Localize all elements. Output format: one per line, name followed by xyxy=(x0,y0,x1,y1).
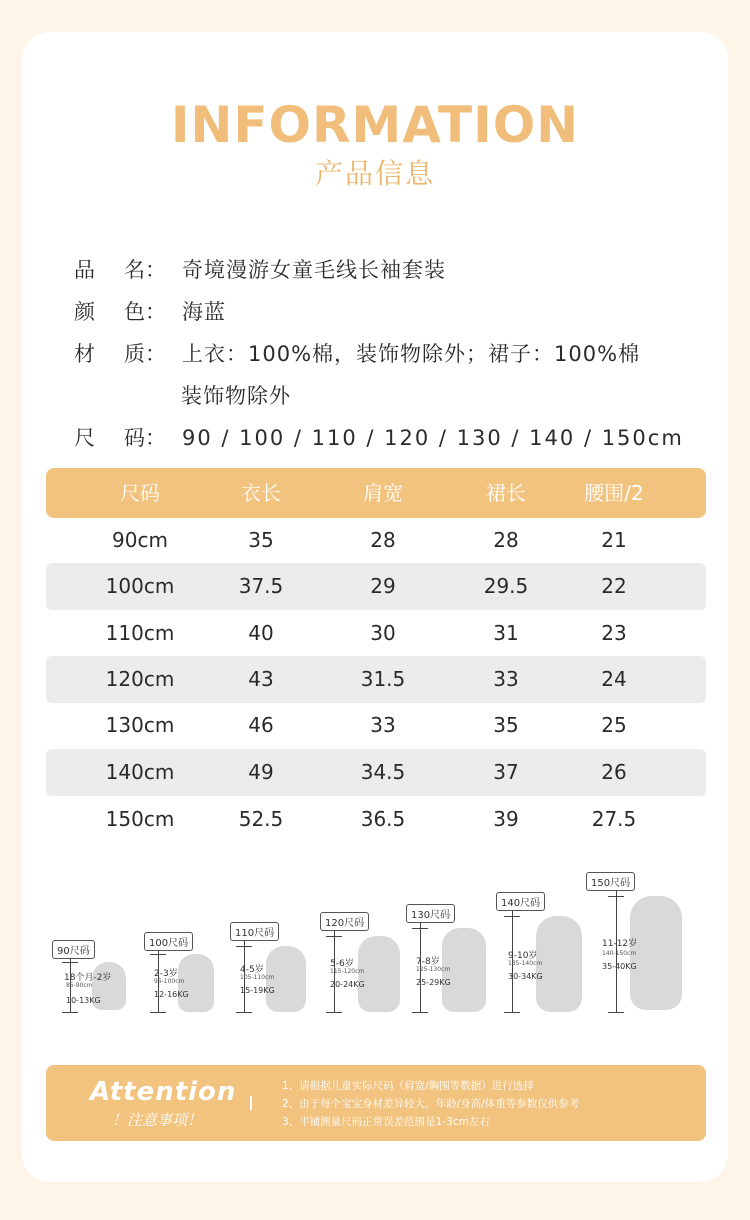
size-tag: 110尺码 xyxy=(230,922,279,941)
size-tag: 140尺码 xyxy=(496,892,545,911)
table-cell: 43 xyxy=(248,667,274,691)
weight-range: 12-16KG xyxy=(154,990,189,999)
table-cell: 150cm xyxy=(105,807,175,831)
size-table-header xyxy=(46,468,706,518)
info-row-material xyxy=(74,338,640,368)
table-cell: 26 xyxy=(601,760,627,784)
table-cell: 140cm xyxy=(105,760,175,784)
table-cell: 28 xyxy=(493,528,519,552)
table-cell: 37 xyxy=(493,760,519,784)
label-char: 尺 xyxy=(74,426,95,450)
age-range: 7-8岁 xyxy=(416,957,440,967)
attention-notes xyxy=(282,1077,579,1131)
table-row xyxy=(46,796,706,843)
table-cell: 34.5 xyxy=(360,760,406,784)
height-range: 95-100cm xyxy=(154,978,185,985)
table-cell: 40 xyxy=(248,621,274,645)
height-line-cap xyxy=(150,954,166,955)
weight-range: 10-13KG xyxy=(66,996,101,1005)
weight-range: 25-29KG xyxy=(416,978,451,987)
age-range: 5-6岁 xyxy=(330,959,354,969)
attention-note: 2、由于每个宝宝身材差异较大，年龄/身高/体重等参数仅供参考 xyxy=(282,1098,580,1110)
age-range: 2-3岁 xyxy=(154,969,178,979)
attention-subtitle: ！注意事项！ xyxy=(112,1111,203,1129)
product-material-value: 上衣：100%棉，装饰物除外；裙子：100%棉 xyxy=(182,342,641,366)
table-cell: 35 xyxy=(493,713,519,737)
table-cell: 21 xyxy=(601,528,627,552)
weight-range: 35-40KG xyxy=(602,962,637,971)
table-cell: 24 xyxy=(601,667,627,691)
height-line-cap xyxy=(236,1012,252,1013)
table-cell: 37.5 xyxy=(238,574,284,598)
table-cell: 28 xyxy=(370,528,396,552)
label-text: 色 xyxy=(124,300,145,324)
height-range: 85-90cm xyxy=(66,982,93,989)
table-cell: 31.5 xyxy=(360,667,406,691)
age-range: 9-10岁 xyxy=(508,951,538,961)
table-row xyxy=(46,517,706,564)
product-color-value: 海蓝 xyxy=(182,300,226,324)
column-header: 衣长 xyxy=(241,481,281,505)
table-cell: 46 xyxy=(248,713,274,737)
size-tag: 150尺码 xyxy=(586,872,635,891)
table-cell: 90cm xyxy=(112,528,168,552)
child-silhouette-icon xyxy=(358,936,400,1012)
table-cell: 49 xyxy=(248,760,274,784)
attention-note: 3、平铺测量尺码正常误差范围是1-3cm左右 xyxy=(282,1116,490,1128)
page-subtitle: 产品信息 xyxy=(314,157,435,190)
size-tag: 90尺码 xyxy=(52,940,95,959)
label-char xyxy=(124,422,166,452)
info-row-size xyxy=(74,422,684,452)
label-text: 码 xyxy=(124,426,145,450)
table-cell: 31 xyxy=(493,621,519,645)
weight-range: 15-19KG xyxy=(240,986,275,995)
table-cell: 30 xyxy=(370,621,396,645)
column-header: 裙长 xyxy=(486,481,526,505)
height-line-cap xyxy=(236,946,252,947)
label-colon: ： xyxy=(145,426,166,450)
size-tag: 130尺码 xyxy=(406,904,455,923)
height-line-cap xyxy=(504,916,520,917)
table-cell: 35 xyxy=(248,528,274,552)
age-range: 18个月-2岁 xyxy=(64,973,112,983)
height-range: 115-120cm xyxy=(330,968,365,975)
table-cell: 29.5 xyxy=(483,574,529,598)
height-line-cap xyxy=(608,896,624,897)
height-line-cap xyxy=(62,962,78,963)
label-char: 材 xyxy=(74,342,95,366)
product-name-value: 奇境漫游女童毛线长袖套装 xyxy=(182,258,446,282)
height-range: 140-150cm xyxy=(602,950,637,957)
label-colon: ： xyxy=(145,258,166,282)
table-row xyxy=(46,749,706,796)
table-cell: 23 xyxy=(601,621,627,645)
table-row xyxy=(46,610,706,657)
info-label xyxy=(74,254,182,284)
height-line-cap xyxy=(608,1012,624,1013)
height-line-cap xyxy=(62,1012,78,1013)
attention-title: Attention xyxy=(90,1077,237,1107)
table-cell: 130cm xyxy=(105,713,175,737)
height-line-cap xyxy=(326,936,342,937)
info-label xyxy=(74,296,182,326)
column-header: 腰围/2 xyxy=(584,481,644,505)
attention-note: 1、请根据儿童实际尺码（肩宽/胸围等数据）进行选择 xyxy=(282,1080,534,1092)
divider xyxy=(250,1096,252,1110)
table-cell: 29 xyxy=(370,574,396,598)
info-row-color xyxy=(74,296,226,326)
label-char xyxy=(124,254,166,284)
size-tag: 100尺码 xyxy=(144,932,193,951)
label-char: 颜 xyxy=(74,300,95,324)
height-line-cap xyxy=(412,1012,428,1013)
info-row-name xyxy=(74,254,446,284)
attention-box xyxy=(46,1065,706,1141)
table-cell: 22 xyxy=(601,574,627,598)
product-size-value: 90 / 100 / 110 / 120 / 130 / 140 / 150cm xyxy=(182,426,684,450)
product-material-continued: 装饰物除外 xyxy=(181,384,291,408)
info-label xyxy=(74,338,182,368)
weight-range: 20-24KG xyxy=(330,980,365,989)
height-range: 125-130cm xyxy=(416,966,451,973)
table-row xyxy=(46,656,706,703)
info-label xyxy=(74,422,182,452)
column-header: 尺码 xyxy=(120,481,160,505)
table-cell: 33 xyxy=(493,667,519,691)
label-char: 品 xyxy=(74,258,95,282)
size-figures xyxy=(0,860,750,1030)
table-cell: 120cm xyxy=(105,667,175,691)
height-line-cap xyxy=(326,1012,342,1013)
table-cell: 39 xyxy=(493,807,519,831)
height-line-cap xyxy=(504,1012,520,1013)
height-range: 105-110cm xyxy=(240,974,275,981)
height-line-cap xyxy=(412,928,428,929)
table-cell: 100cm xyxy=(105,574,175,598)
label-text: 名 xyxy=(124,258,145,282)
height-range: 135-140cm xyxy=(508,960,543,967)
weight-range: 30-34KG xyxy=(508,972,543,981)
child-silhouette-icon xyxy=(630,896,682,1010)
size-tag: 120尺码 xyxy=(320,912,369,931)
table-cell: 25 xyxy=(601,713,627,737)
label-text: 质 xyxy=(124,342,145,366)
label-char xyxy=(124,338,166,368)
table-cell: 52.5 xyxy=(238,807,284,831)
table-cell: 36.5 xyxy=(360,807,406,831)
page-title: INFORMATION xyxy=(170,96,580,154)
age-range: 11-12岁 xyxy=(602,939,638,949)
table-cell: 33 xyxy=(370,713,396,737)
table-cell: 110cm xyxy=(105,621,175,645)
label-colon: ： xyxy=(145,300,166,324)
table-cell: 27.5 xyxy=(591,807,637,831)
table-row xyxy=(46,702,706,749)
age-range: 4-5岁 xyxy=(240,965,264,975)
label-colon: ： xyxy=(145,342,166,366)
child-silhouette-icon xyxy=(536,916,582,1012)
label-char xyxy=(124,296,166,326)
height-line-cap xyxy=(150,1012,166,1013)
column-header: 肩宽 xyxy=(363,481,403,505)
table-row xyxy=(46,563,706,610)
